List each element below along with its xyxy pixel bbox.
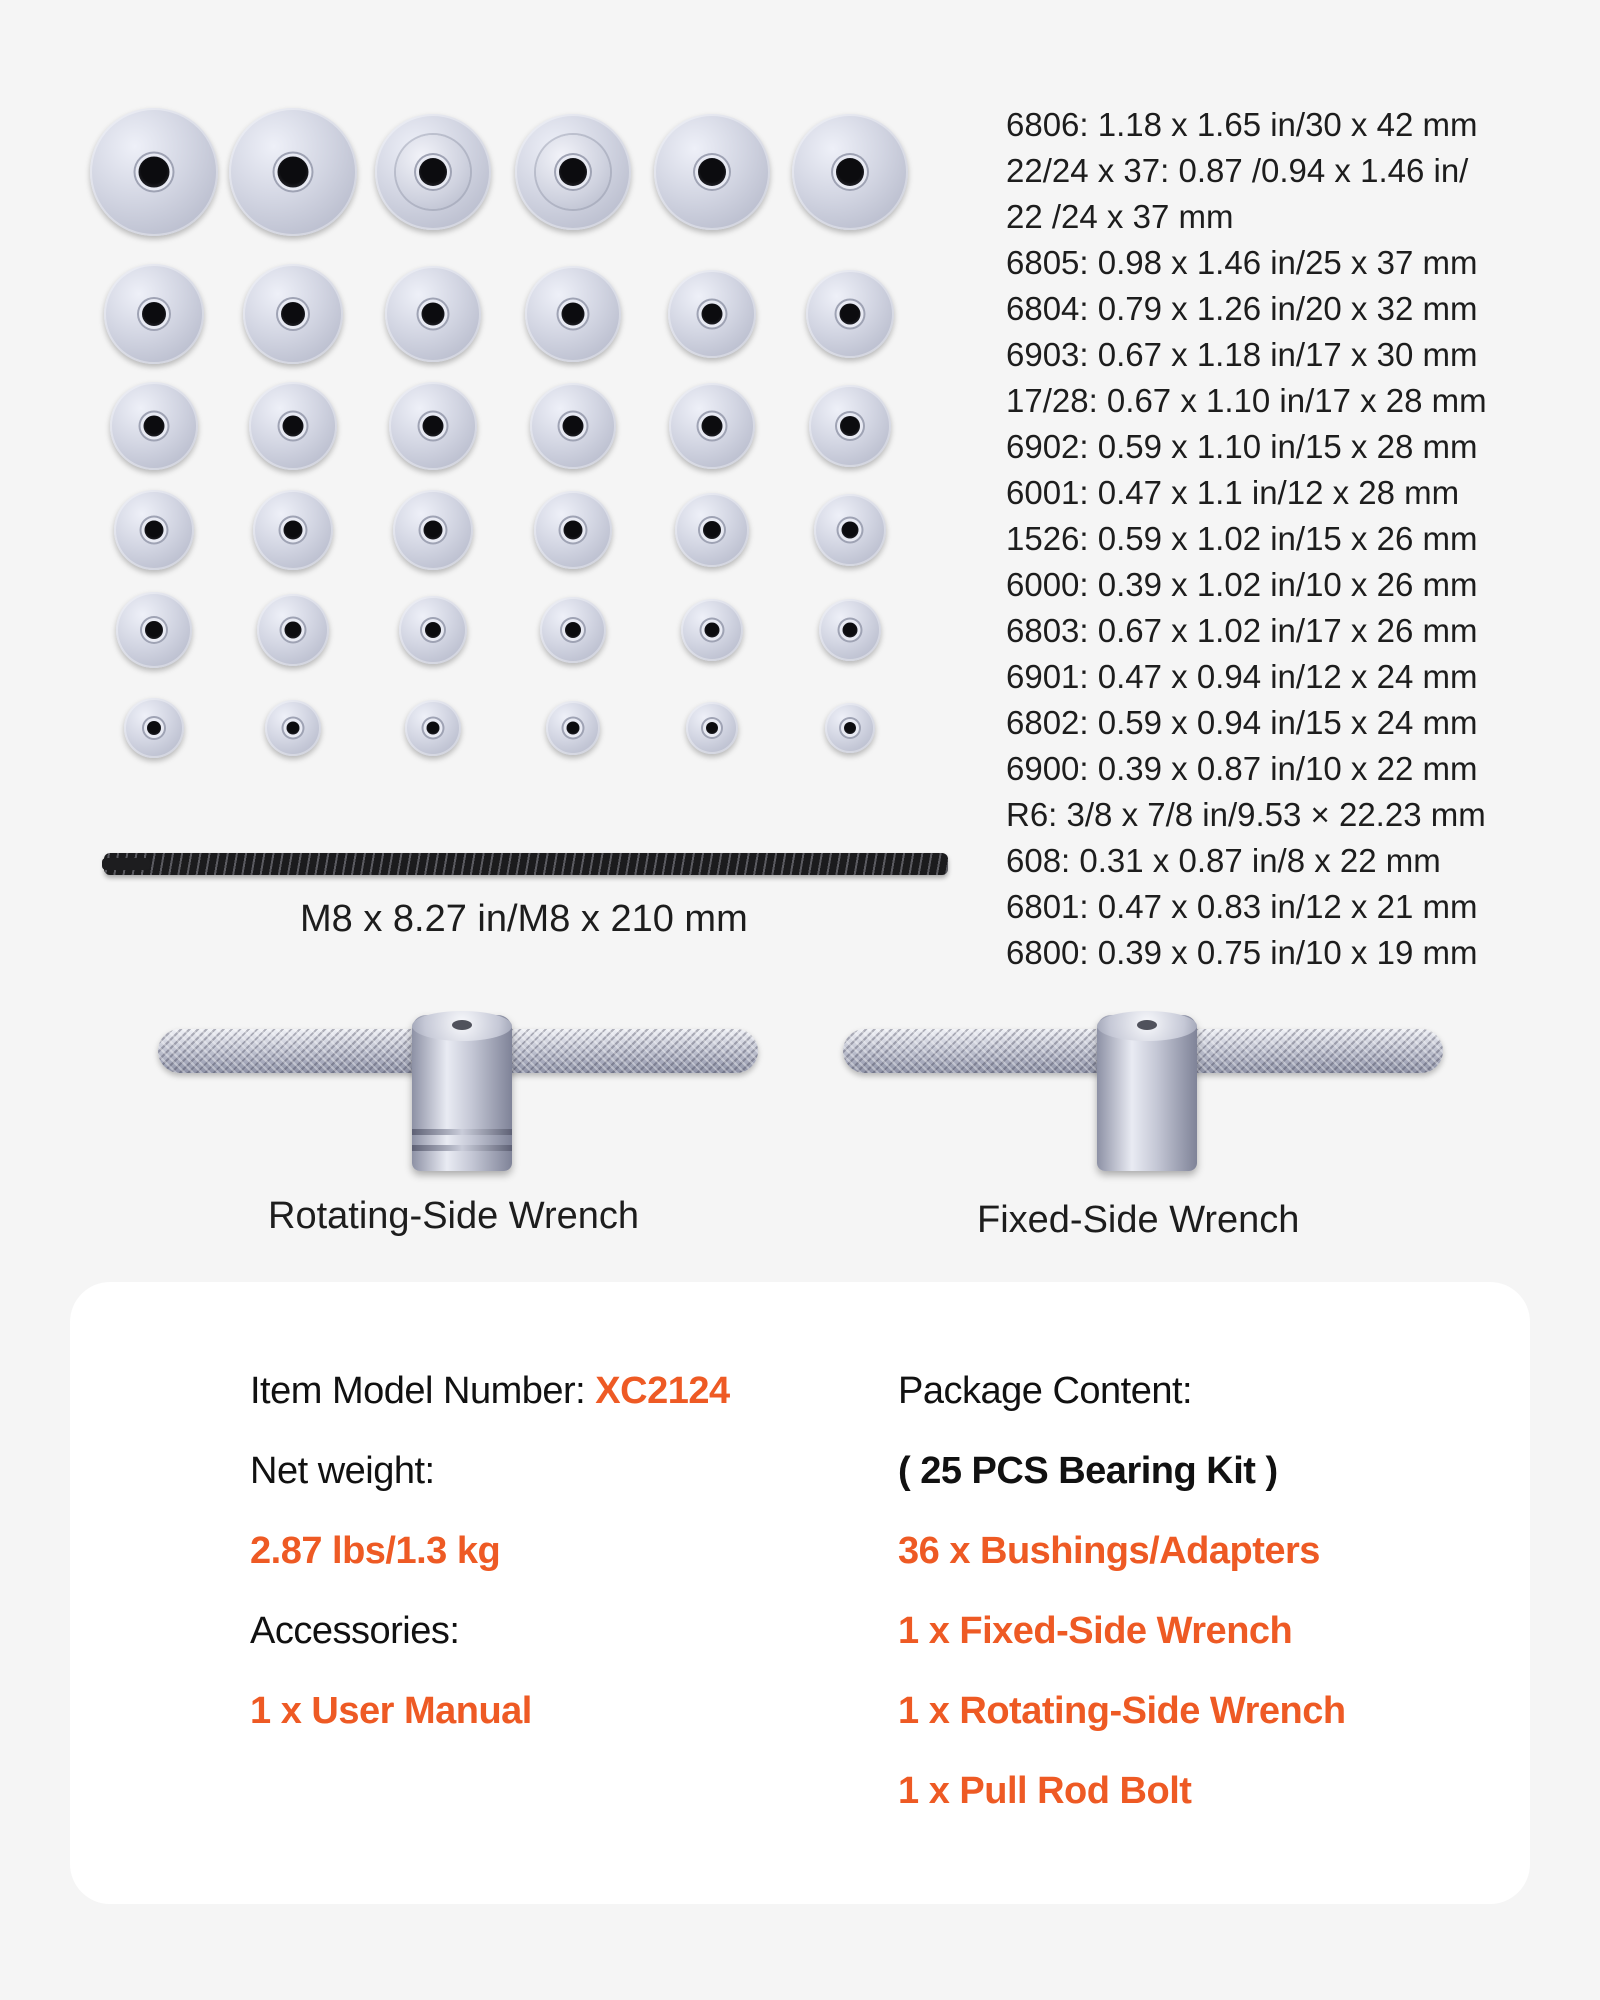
bushing-adapter [668, 270, 756, 358]
package-item: 36 x Bushings/Adapters [898, 1530, 1320, 1572]
bushing-adapter [525, 266, 621, 362]
bushing-adapter [399, 596, 467, 664]
bushing-adapter [540, 597, 606, 663]
package-item: 1 x Rotating-Side Wrench [898, 1690, 1346, 1732]
bushing-adapter [229, 108, 357, 236]
spec-item: 6001: 0.47 x 1.1 in/12 x 28 mm [1006, 474, 1460, 511]
bushing-adapter [530, 383, 616, 469]
bushing-adapter [686, 702, 738, 754]
model-number-line [250, 1370, 730, 1413]
package-item: 1 x Pull Rod Bolt [898, 1770, 1192, 1812]
bushing-adapter [654, 114, 770, 230]
spec-item: 6900: 0.39 x 0.87 in/10 x 22 mm [1006, 750, 1478, 787]
bushing-adapter [675, 493, 749, 567]
net-weight-label: Net weight: [250, 1450, 435, 1492]
wrench-groove [412, 1145, 512, 1151]
model-number-label: Item Model Number: [250, 1370, 596, 1412]
spec-item: 1526: 0.59 x 1.02 in/15 x 26 mm [1006, 520, 1478, 557]
accessories-label: Accessories: [250, 1610, 460, 1652]
spec-item: 6801: 0.47 x 0.83 in/12 x 21 mm [1006, 888, 1478, 925]
bushing-adapter [375, 114, 491, 230]
spec-item: 22/24 x 37: 0.87 /0.94 x 1.46 in/ [1006, 152, 1469, 189]
spec-item: 608: 0.31 x 0.87 in/8 x 22 mm [1006, 842, 1441, 879]
package-content-label: Package Content: [898, 1370, 1193, 1412]
wrench-groove [412, 1129, 512, 1135]
bushing-adapter [116, 592, 192, 668]
spec-item: 6800: 0.39 x 0.75 in/10 x 19 mm [1006, 934, 1478, 971]
bushing-spec-list [1006, 102, 1596, 976]
bushing-adapter [253, 490, 333, 570]
rotating-wrench-caption: Rotating-Side Wrench [268, 1195, 640, 1237]
spec-item: 6803: 0.67 x 1.02 in/17 x 26 mm [1006, 612, 1478, 649]
spec-item: 6000: 0.39 x 1.02 in/10 x 26 mm [1006, 566, 1478, 603]
spec-item: 6903: 0.67 x 1.18 in/17 x 30 mm [1006, 336, 1478, 373]
bushing-adapter [389, 382, 477, 470]
bushing-adapter [825, 703, 875, 753]
spec-item: 6902: 0.59 x 1.10 in/15 x 28 mm [1006, 428, 1478, 465]
pull-rod-bolt-photo [104, 853, 948, 875]
bushing-adapter [110, 382, 198, 470]
spec-item: 6805: 0.98 x 1.46 in/25 x 37 mm [1006, 244, 1478, 281]
bushing-adapter [90, 108, 218, 236]
bushing-adapter [681, 599, 743, 661]
bushing-adapter [385, 266, 481, 362]
package-item: 1 x Fixed-Side Wrench [898, 1610, 1293, 1652]
package-kit-title: ( 25 PCS Bearing Kit ) [898, 1450, 1278, 1492]
bushing-adapter [243, 264, 343, 364]
spec-item: 6806: 1.18 x 1.65 in/30 x 42 mm [1006, 106, 1478, 143]
spec-item: 6901: 0.47 x 0.94 in/12 x 24 mm [1006, 658, 1478, 695]
fixed-wrench-caption: Fixed-Side Wrench [977, 1199, 1300, 1241]
model-number-value: XC2124 [595, 1370, 730, 1412]
bushing-adapter [515, 114, 631, 230]
bushing-adapters-photo [88, 100, 960, 780]
accessories-value: 1 x User Manual [250, 1690, 532, 1732]
spec-item: 17/28: 0.67 x 1.10 in/17 x 28 mm [1006, 382, 1487, 419]
bushing-adapter [249, 382, 337, 470]
bushing-adapter [124, 698, 184, 758]
spec-item: 22 /24 x 37 mm [1006, 198, 1234, 235]
bushing-adapter [534, 491, 612, 569]
bushing-adapter [814, 494, 886, 566]
bushing-adapter [405, 700, 461, 756]
product-info-card [70, 1282, 1530, 1904]
wrench-cap [1097, 1011, 1197, 1041]
bushing-adapter [546, 701, 600, 755]
bushing-adapter [393, 490, 473, 570]
bushing-adapter [792, 114, 908, 230]
spec-item: 6802: 0.59 x 0.94 in/15 x 24 mm [1006, 704, 1478, 741]
bushing-adapter [806, 270, 894, 358]
bushing-adapter [669, 383, 755, 469]
bushing-adapter [819, 599, 881, 661]
pull-rod-caption: M8 x 8.27 in/M8 x 210 mm [300, 898, 748, 940]
bushing-adapter [265, 700, 321, 756]
bushing-adapter [104, 264, 204, 364]
bushing-adapter [257, 594, 329, 666]
net-weight-value: 2.87 lbs/1.3 kg [250, 1530, 501, 1572]
wrench-cap [412, 1011, 512, 1041]
bushing-adapter [114, 490, 194, 570]
spec-item: 6804: 0.79 x 1.26 in/20 x 32 mm [1006, 290, 1478, 327]
spec-item: R6: 3/8 x 7/8 in/9.53 × 22.23 mm [1006, 796, 1486, 833]
bushing-adapter [809, 385, 891, 467]
